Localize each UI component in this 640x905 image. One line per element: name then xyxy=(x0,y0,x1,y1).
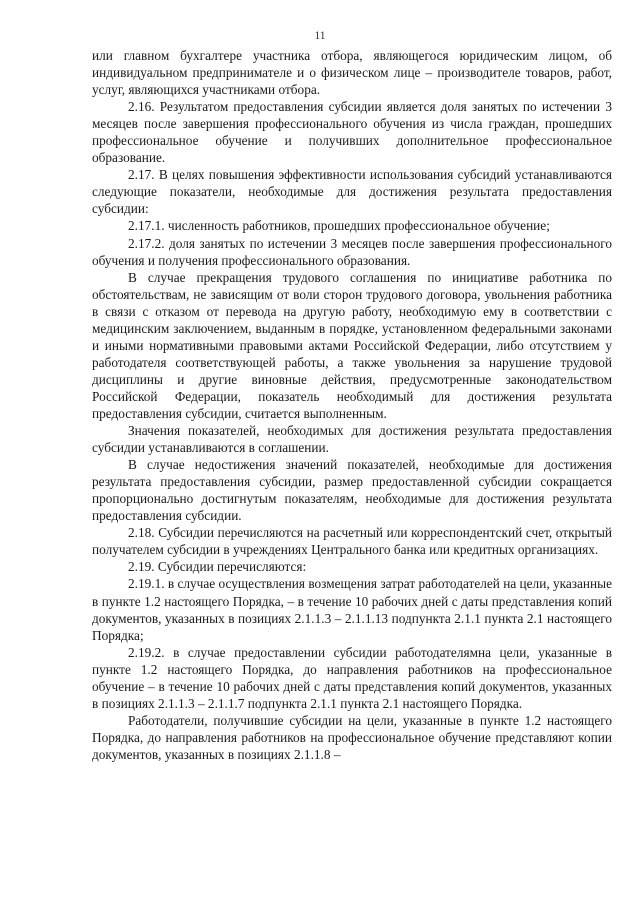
paragraph-2-19-1: 2.19.1. в случае осуществления возмещения затрат работодателей на цели, указанные в пункте 1.2 настоящего Порядка, – в течение 10 рабочих дней с даты представления копий документов, указанных в позициях 2.1.1.3 – 2.1.1.13 подпункта 2.1.1 пункта 2.1 настоящего Порядка; xyxy=(92,576,612,643)
document-body xyxy=(92,47,612,763)
paragraph-termination-case: В случае прекращения трудового соглашения по инициативе работника по обстоятельствам, не зависящим от воли сторон трудового договора, увольнения работника в связи с отказом от перевода на другую работу, необходимую ему в соответствии с медицинским заключением, выданным в порядке, установленном федеральными законами и иными нормативными правовыми актами Российской Федерации, либо отсутствием у работодателя соответствующей работы, а также увольнения за нарушение трудовой дисциплины и другие виновные действия, предусмотренные законодательством Российской Федерации, показатель необходимый для достижения результата предоставления субсидии, считается выполненным. xyxy=(92,269,612,421)
paragraph-2-17-1: 2.17.1. численность работников, прошедших профессиональное обучение; xyxy=(128,218,550,234)
paragraph-2-19: 2.19. Субсидии перечисляются: xyxy=(128,559,307,575)
paragraph-2-19-2: 2.19.2. в случае предоставлении субсидии работодателямна цели, указанные в пункте 1.2 настоящего Порядка, до направления работников на профессиональное обучение – в течение 10 рабочих дней с даты представления копий документов, указанных в позициях 2.1.1.3 – 2.1.1.7 подпункта 2.1.1 пункта 2.1 настоящего Порядка. xyxy=(92,644,612,711)
paragraph-non-achievement: В случае недостижения значений показателей, необходимые для достижения результата предоставления субсидии, размер предоставленной субсидии сокращается пропорционально достигнутым показателям, необходимые для достижения результата предоставления субсидии. xyxy=(92,457,612,524)
page-number: 11 xyxy=(314,30,326,42)
paragraph-indicator-values: Значения показателей, необходимых для достижения результата предоставления субсидии устанавливаются в соглашении. xyxy=(92,423,612,456)
paragraph-employers: Работодатели, получившие субсидии на цели, указанные в пункте 1.2 настоящего Порядка, до направления работников на профессиональное обучение представляют копии документов, указанных в позициях 2.1.1.8 – xyxy=(92,712,612,762)
paragraph-2-17-2: 2.17.2. доля занятых по истечении 3 месяцев после завершения профессионального обучения и получения профессионального образования. xyxy=(92,235,612,268)
paragraph-continuation: или главном бухгалтере участника отбора, являющегося юридическим лицом, об индивидуальном предпринимателе и о физическом лице – производителе товаров, работ, услуг, являющихся участниками отбора. xyxy=(92,48,612,98)
paragraph-2-17: 2.17. В целях повышения эффективности использования субсидий устанавливаются следующие показатели, необходимые для достижения результата предоставления субсидии: xyxy=(92,167,612,217)
paragraph-2-16: 2.16. Результатом предоставления субсидии является доля занятых по истечении 3 месяцев после завершения профессионального обучения из числа граждан, прошедших профессиональное обучение и получивших дополнительное профессиональное образование. xyxy=(92,99,612,166)
paragraph-2-18: 2.18. Субсидии перечисляются на расчетный или корреспондентский счет, открытый получателем субсидии в учреждениях Центрального банка или кредитных организациях. xyxy=(92,525,612,558)
